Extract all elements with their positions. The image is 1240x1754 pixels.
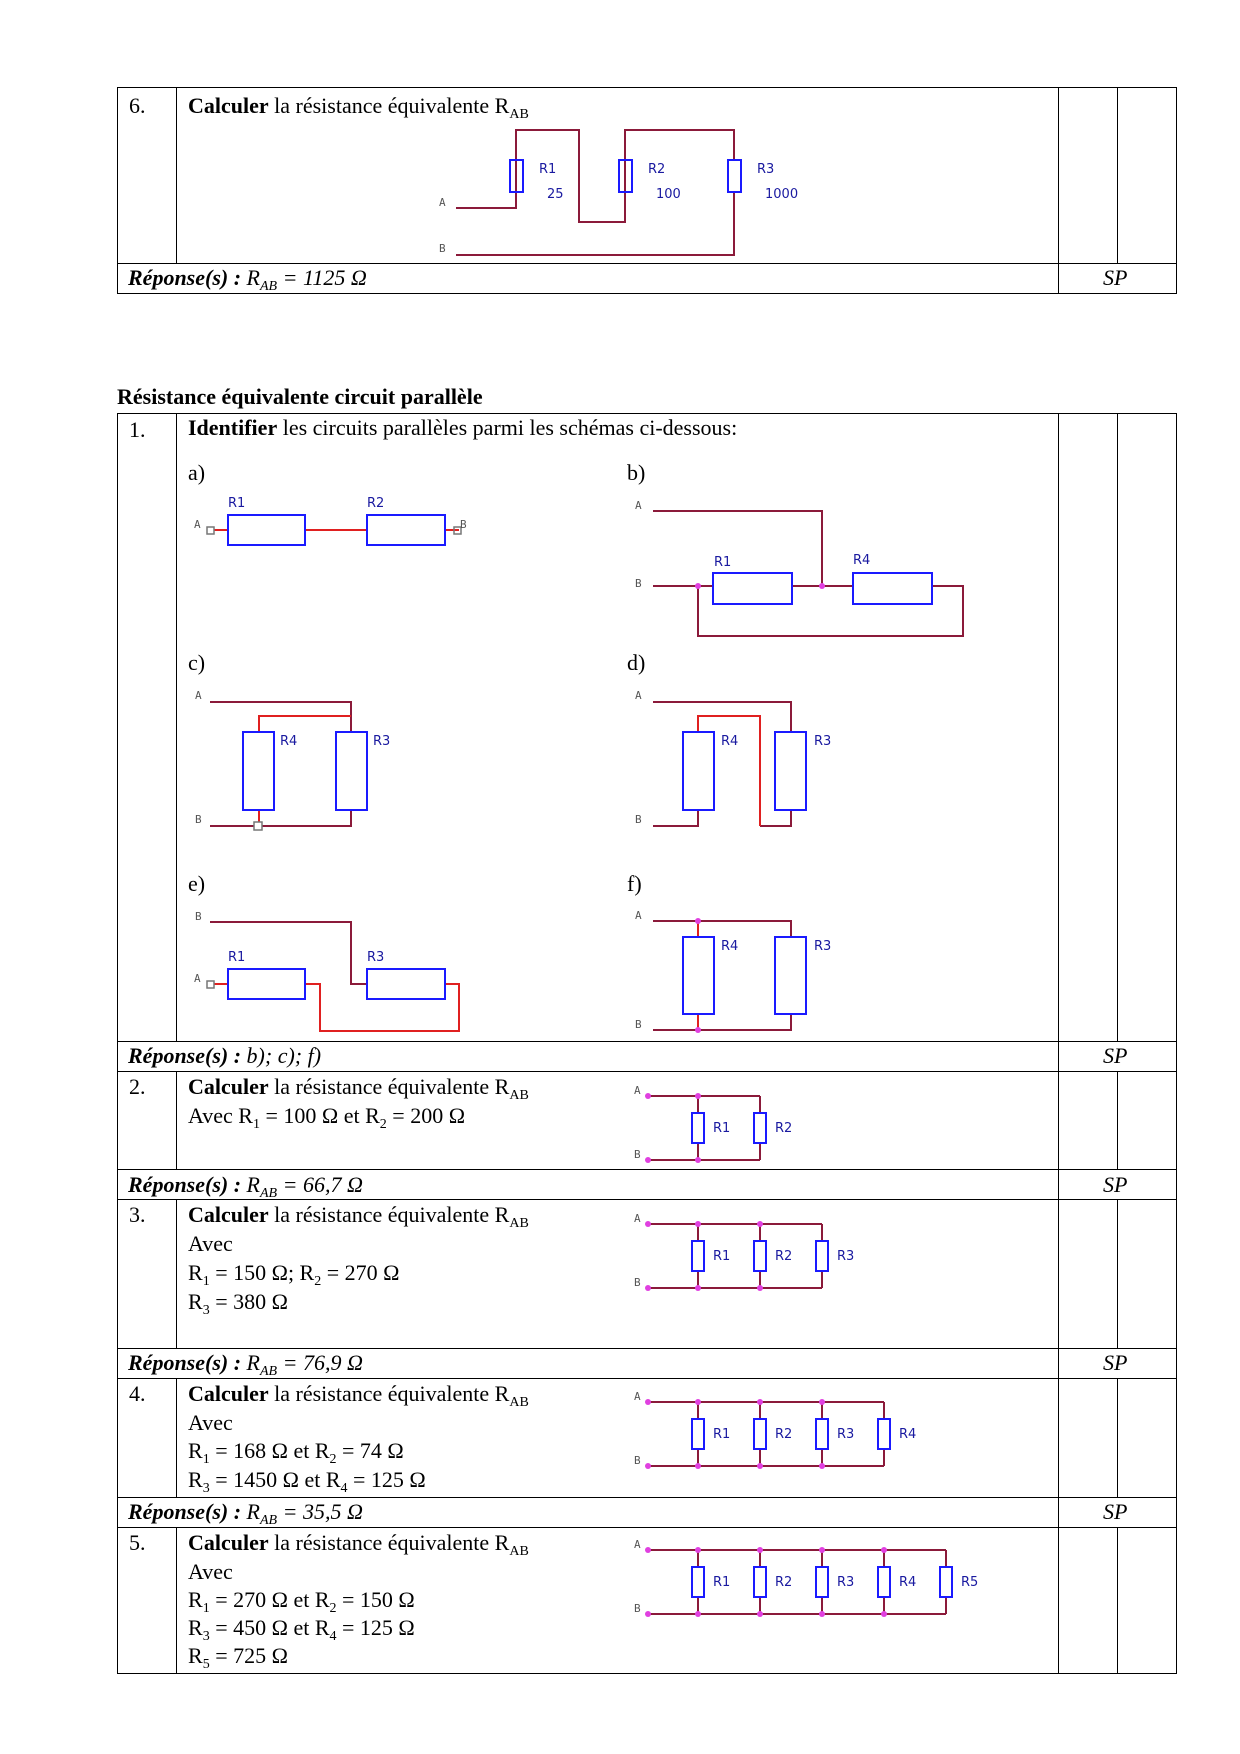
sub-label-e: e) bbox=[188, 871, 206, 896]
svg-text:A: A bbox=[635, 689, 642, 702]
resistor bbox=[816, 1241, 828, 1271]
svg-text:A: A bbox=[194, 972, 201, 985]
question-values: Avec bbox=[188, 1231, 233, 1256]
node-label-b: B bbox=[634, 1148, 641, 1161]
question-text: Calculer la résistance équivalente $R_{AB}$ bbox=[188, 93, 529, 122]
question-text: Calculer la résistance équivalente $R_{AB}$ bbox=[188, 1202, 529, 1231]
svg-text:A: A bbox=[635, 499, 642, 512]
sub-label-c: c) bbox=[188, 650, 206, 675]
svg-text:R4: R4 bbox=[721, 734, 739, 749]
resistor-label: R5 bbox=[961, 1575, 979, 1590]
node-dot bbox=[757, 1611, 763, 1617]
resistor-label: R3 bbox=[757, 162, 775, 177]
resistor-label: R2 bbox=[775, 1121, 793, 1136]
resistor-label: R1 bbox=[713, 1427, 731, 1442]
sp-label: SP bbox=[1103, 1043, 1128, 1068]
resistor-label: R4 bbox=[899, 1575, 917, 1590]
resistor bbox=[754, 1419, 766, 1449]
question-values: Avec bbox=[188, 1410, 233, 1435]
resistor-label: R2 bbox=[648, 162, 666, 177]
node-label-a: A bbox=[634, 1212, 641, 1225]
resistor-label: R1 bbox=[539, 162, 557, 177]
question-number: 5. bbox=[129, 1530, 146, 1555]
sp-label: SP bbox=[1103, 1172, 1128, 1197]
question-values: $R_1 = 150$ Ω; $R_2 = 270$ Ω bbox=[188, 1260, 400, 1289]
resistor-label: R1 bbox=[713, 1575, 731, 1590]
answer: Réponse(s) : b); c); f) bbox=[128, 1043, 322, 1068]
question-values: $R_1 = 168$ Ω et $R_2 = 74$ Ω bbox=[188, 1438, 404, 1467]
node-dot bbox=[757, 1547, 763, 1553]
svg-text:B: B bbox=[195, 813, 202, 826]
question-number: 6. bbox=[129, 93, 146, 118]
resistor-label: R2 bbox=[775, 1427, 793, 1442]
question-values: $R_5 = 725$ Ω bbox=[188, 1643, 288, 1672]
svg-text:A: A bbox=[635, 909, 642, 922]
question-number: 1. bbox=[129, 417, 146, 442]
node-dot bbox=[695, 1463, 701, 1469]
svg-text:R4: R4 bbox=[853, 553, 871, 568]
node-dot bbox=[819, 1547, 825, 1553]
resistor bbox=[754, 1241, 766, 1271]
resistor-label: R3 bbox=[837, 1427, 855, 1442]
resistor-label: R3 bbox=[837, 1575, 855, 1590]
node-dot bbox=[645, 1463, 651, 1469]
node-dot bbox=[695, 1399, 701, 1405]
node-label-a: A bbox=[634, 1084, 641, 1097]
resistor-label: R1 bbox=[713, 1249, 731, 1264]
node-dot bbox=[881, 1611, 887, 1617]
resistor-label: R4 bbox=[899, 1427, 917, 1442]
resistor-label: R2 bbox=[775, 1249, 793, 1264]
node-dot bbox=[695, 1611, 701, 1617]
node-label-b: B bbox=[634, 1602, 641, 1615]
svg-text:B: B bbox=[635, 813, 642, 826]
node-label: A bbox=[439, 196, 446, 209]
svg-text:R3: R3 bbox=[814, 939, 832, 954]
answer: Réponse(s) : $R_{AB} = 1125$ Ω bbox=[128, 265, 367, 294]
answer: Réponse(s) : $R_{AB} = 76,9$ Ω bbox=[128, 1350, 363, 1379]
node-dot bbox=[645, 1399, 651, 1405]
section-title: Résistance équivalente circuit parallèle bbox=[117, 384, 483, 409]
question-number: 3. bbox=[129, 1202, 146, 1227]
node-label: B bbox=[439, 242, 446, 255]
node-label-a: A bbox=[634, 1390, 641, 1403]
sub-label-f: f) bbox=[627, 871, 642, 896]
node-dot bbox=[695, 1285, 701, 1291]
resistor bbox=[692, 1241, 704, 1271]
node-dot bbox=[757, 1463, 763, 1469]
svg-text:B: B bbox=[195, 910, 202, 923]
resistor bbox=[940, 1567, 952, 1597]
question-values: Avec bbox=[188, 1559, 233, 1584]
node-dot bbox=[695, 1157, 701, 1163]
svg-text:R1: R1 bbox=[228, 950, 246, 965]
node-label-a: A bbox=[634, 1538, 641, 1551]
node-dot bbox=[645, 1093, 651, 1099]
svg-text:R3: R3 bbox=[373, 734, 391, 749]
resistor bbox=[878, 1567, 890, 1597]
svg-text:R4: R4 bbox=[721, 939, 739, 954]
resistor bbox=[816, 1419, 828, 1449]
node-dot bbox=[757, 1285, 763, 1291]
resistor-label: R1 bbox=[713, 1121, 731, 1136]
node-dot bbox=[695, 1093, 701, 1099]
sp-label: SP bbox=[1103, 1499, 1128, 1524]
resistor-value: 100 bbox=[656, 187, 681, 202]
svg-text:R4: R4 bbox=[280, 734, 298, 749]
question-values: $R_3 = 380$ Ω bbox=[188, 1289, 288, 1318]
svg-text:A: A bbox=[194, 518, 201, 531]
resistor bbox=[692, 1113, 704, 1143]
node-dot bbox=[881, 1547, 887, 1553]
svg-text:R3: R3 bbox=[367, 950, 385, 965]
svg-text:R1: R1 bbox=[714, 555, 732, 570]
question-text: Calculer la résistance équivalente $R_{AB}$ bbox=[188, 1381, 529, 1410]
node-label-b: B bbox=[634, 1276, 641, 1289]
sub-label-d: d) bbox=[627, 650, 646, 675]
svg-text:R3: R3 bbox=[814, 734, 832, 749]
svg-text:B: B bbox=[635, 1018, 642, 1031]
resistor bbox=[754, 1113, 766, 1143]
node-dot bbox=[819, 1399, 825, 1405]
node-dot bbox=[819, 1611, 825, 1617]
node-dot bbox=[645, 1547, 651, 1553]
node-label-b: B bbox=[634, 1454, 641, 1467]
question-text: Calculer la résistance équivalente $R_{AB}$ bbox=[188, 1530, 529, 1559]
resistor bbox=[692, 1419, 704, 1449]
node-dot bbox=[645, 1285, 651, 1291]
question-values: $R_3 = 450$ Ω et $R_4 = 125$ Ω bbox=[188, 1615, 415, 1644]
resistor-label: R3 bbox=[837, 1249, 855, 1264]
svg-text:B: B bbox=[635, 577, 642, 590]
svg-text:R2: R2 bbox=[367, 496, 385, 511]
svg-text:R1: R1 bbox=[228, 496, 246, 511]
answer: Réponse(s) : $R_{AB} = 66,7$ Ω bbox=[128, 1172, 363, 1201]
question-number: 2. bbox=[129, 1074, 146, 1099]
svg-text:A: A bbox=[195, 689, 202, 702]
resistor-label: R2 bbox=[775, 1575, 793, 1590]
question-values: $R_1 = 270$ Ω et $R_2 = 150$ Ω bbox=[188, 1587, 415, 1616]
answer: Réponse(s) : $R_{AB} = 35,5$ Ω bbox=[128, 1499, 363, 1528]
resistor-value: 25 bbox=[547, 187, 564, 202]
sp-label: SP bbox=[1103, 265, 1128, 290]
node-dot bbox=[645, 1157, 651, 1163]
question-values: Avec $R_1 = 100$ Ω et $R_2 = 200$ Ω bbox=[188, 1103, 466, 1132]
node-dot bbox=[819, 1463, 825, 1469]
question-values: $R_3 = 1450$ Ω et $R_4 = 125$ Ω bbox=[188, 1467, 426, 1496]
question-text: Identifier les circuits parallèles parmi les schémas ci-dessous: bbox=[188, 415, 738, 440]
resistor bbox=[692, 1567, 704, 1597]
node-dot bbox=[757, 1399, 763, 1405]
resistor-value: 1000 bbox=[765, 187, 799, 202]
node-dot bbox=[695, 1221, 701, 1227]
question-text: Calculer la résistance équivalente $R_{AB}$ bbox=[188, 1074, 529, 1103]
sp-label: SP bbox=[1103, 1350, 1128, 1375]
node-dot bbox=[645, 1611, 651, 1617]
resistor bbox=[816, 1567, 828, 1597]
resistor bbox=[754, 1567, 766, 1597]
sub-label-a: a) bbox=[188, 460, 206, 485]
resistor bbox=[878, 1419, 890, 1449]
svg-text:B: B bbox=[460, 518, 467, 531]
sub-label-b: b) bbox=[627, 460, 646, 485]
node-dot bbox=[757, 1221, 763, 1227]
question-number: 4. bbox=[129, 1381, 146, 1406]
node-dot bbox=[645, 1221, 651, 1227]
node-dot bbox=[695, 1547, 701, 1553]
